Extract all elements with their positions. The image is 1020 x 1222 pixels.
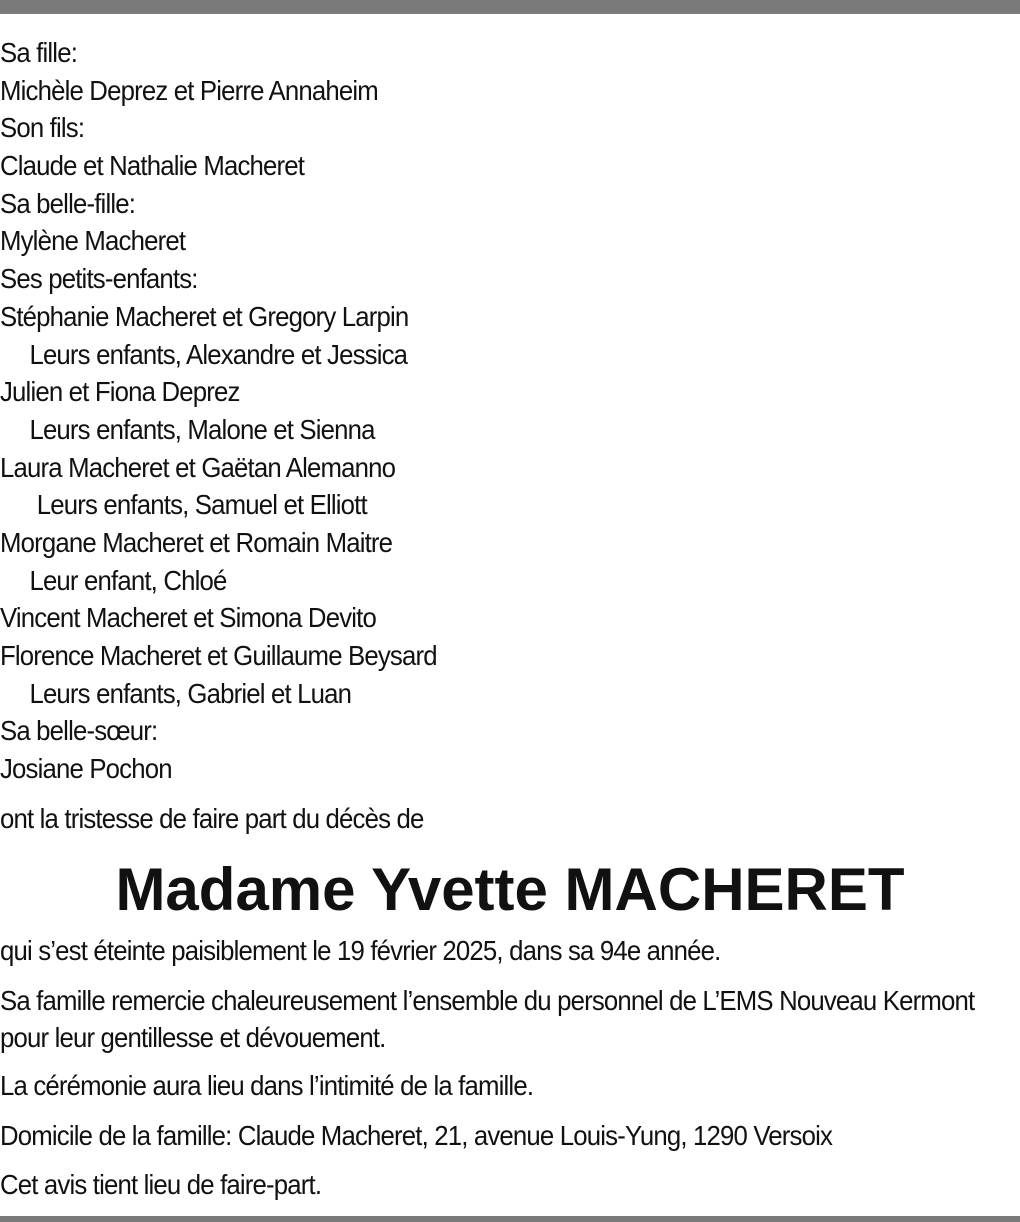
- family-line: Sa fille:: [0, 37, 78, 68]
- family-line: Stéphanie Macheret et Gregory Larpin: [0, 300, 409, 332]
- family-line: Leurs enfants, Gabriel et Luan: [29, 677, 352, 709]
- family-line: Morgane Macheret et Romain Maitre: [0, 526, 393, 558]
- family-line: Leurs enfants, Malone et Sienna: [29, 413, 375, 445]
- top-divider: [0, 0, 1020, 14]
- bottom-divider: [0, 1216, 1020, 1222]
- family-line: Leur enfant, Chloé: [29, 564, 227, 596]
- family-line: Josiane Pochon: [0, 753, 172, 785]
- family-line: Vincent Macheret et Simona Devito: [0, 602, 376, 634]
- family-line: Michèle Deprez et Pierre Annaheim: [0, 74, 378, 106]
- family-line: Julien et Fiona Deprez: [0, 376, 240, 408]
- family-line: Sa belle-fille:: [0, 187, 136, 219]
- family-line: Sa belle-sœur:: [0, 715, 158, 747]
- deceased-name: Madame Yvette MACHERET: [115, 856, 905, 923]
- announcement-text: ont la tristesse de faire part du décès de: [0, 803, 424, 834]
- family-line: Leurs enfants, Samuel et Elliott: [36, 489, 367, 521]
- family-line: Laura Macheret et Gaëtan Alemanno: [0, 451, 396, 483]
- family-line: Son fils:: [0, 112, 85, 144]
- family-line: Florence Macheret et Guillaume Beysard: [0, 640, 437, 671]
- family-list: [0, 34, 1020, 788]
- family-line: Leurs enfants, Alexandre et Jessica: [29, 338, 408, 370]
- notice-text: Cet avis tient lieu de faire-part.: [0, 1169, 322, 1200]
- family-line: Claude et Nathalie Macheret: [0, 150, 305, 182]
- domicile-text: Domicile de la famille: Claude Macheret, 21, avenue Louis-Yung, 1290 Versoix: [0, 1120, 833, 1151]
- passing-text: qui s’est éteinte paisiblement le 19 février 2025, dans sa 94e année.: [0, 935, 721, 966]
- thanks-text: Sa famille remercie chaleureusement l’ensemble du personnel de L’EMS Nouveau Kermont pour leur gentillesse et dévouement.: [0, 985, 975, 1053]
- ceremony-text: La cérémonie aura lieu dans l’intimité de la famille.: [0, 1070, 534, 1101]
- family-line: Ses petits-enfants:: [0, 263, 198, 295]
- family-line: Mylène Macheret: [0, 225, 186, 257]
